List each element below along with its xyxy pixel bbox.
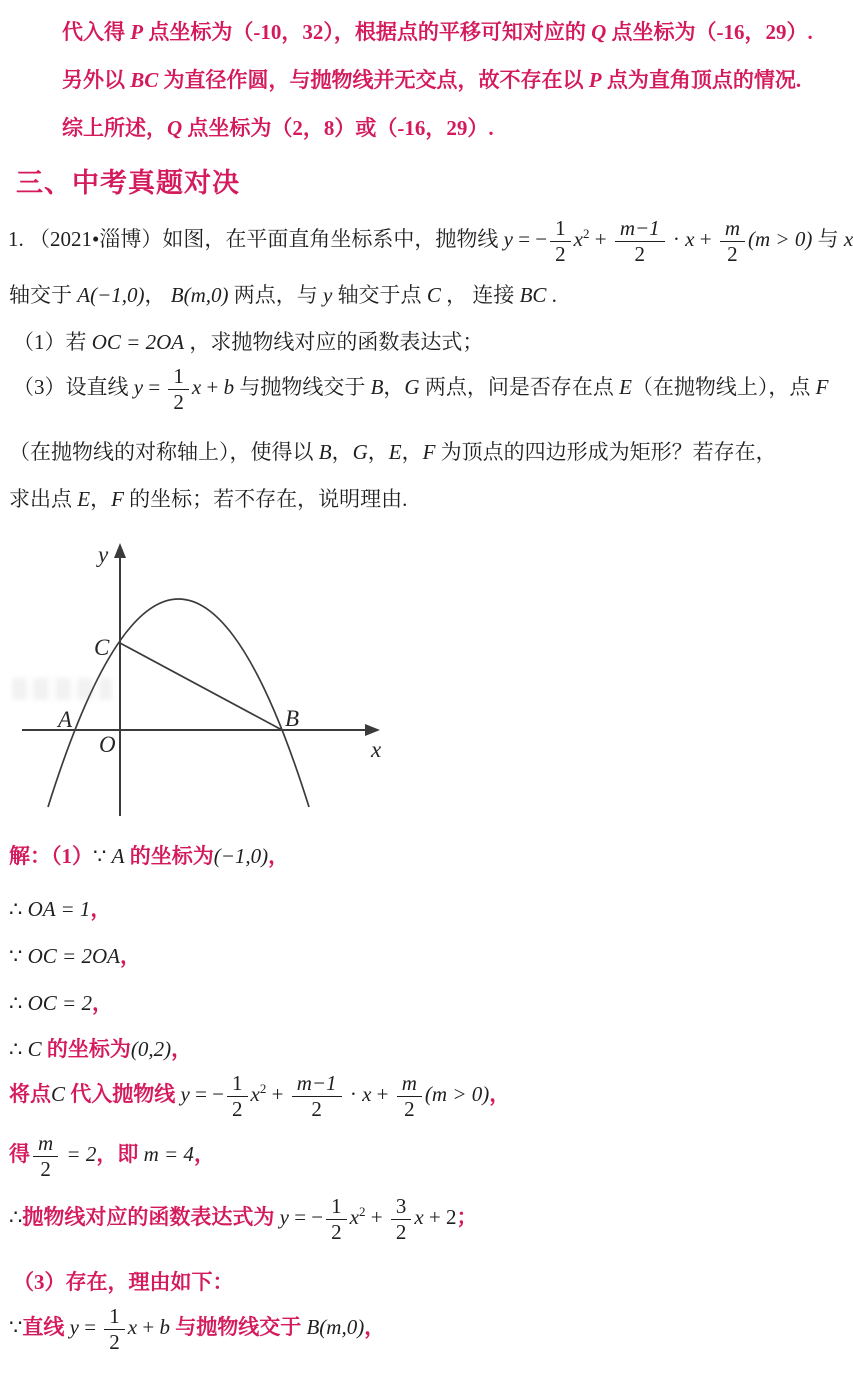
math-token: · (344, 1081, 363, 1106)
math-token: x (349, 1204, 359, 1229)
fraction-numerator: 1 (550, 217, 571, 242)
text-segment: ， (171, 1037, 193, 1061)
math-fraction (168, 365, 189, 413)
math-token: E (619, 374, 632, 399)
math-token: + (371, 1081, 394, 1106)
text-segment: 得 (9, 1141, 30, 1166)
text-segment: 与 (812, 226, 844, 251)
fraction-numerator: 1 (326, 1195, 347, 1220)
therefore-symbol: ∴ (9, 991, 28, 1015)
fraction-denominator: 2 (395, 1220, 407, 1245)
text-segment: 点坐标为（2，8）或（-16，29）. (182, 116, 494, 140)
text-segment: 轴交于 (9, 283, 78, 307)
math-token: + (589, 226, 612, 251)
math-token: F (422, 440, 436, 464)
because-symbol: ∵ (93, 844, 112, 868)
text-segment: ， 连接 (440, 283, 520, 307)
label-origin: O (99, 732, 116, 757)
math-token: y (180, 1081, 190, 1106)
solution-step-9 (13, 1268, 234, 1296)
segment-cb (120, 643, 282, 730)
faint-watermark (12, 678, 112, 700)
text-segment: ， (193, 1141, 215, 1166)
text-segment: ， (144, 283, 171, 307)
section-heading: 三、中考真题对决 (16, 168, 240, 198)
solution-step-4 (9, 989, 113, 1017)
text-segment: ，求抛物线对应的函数表达式； (184, 330, 484, 354)
text-segment: ； (456, 1204, 478, 1229)
math-exponent: 2 (582, 225, 590, 241)
therefore-symbol: ∴ (9, 1037, 28, 1061)
problem-part-1 (13, 328, 483, 356)
problem-line-1 (8, 217, 853, 265)
math-token: B (370, 374, 384, 399)
math-token: = 2 (61, 1141, 97, 1166)
math-token: x (414, 1204, 424, 1229)
math-point-p: P (588, 68, 602, 92)
text-segment: 为顶点的四边形成为矩形？若存在， (435, 440, 777, 464)
math-token: x (843, 226, 853, 251)
math-exponent: 2 (259, 1080, 267, 1096)
fraction-numerator: m (397, 1072, 422, 1097)
because-symbol: ∵ (9, 944, 28, 968)
math-token: = (143, 374, 166, 399)
text-segment: 解：（1） (9, 844, 93, 868)
math-token: (0,2) (130, 1037, 172, 1061)
math-token: A (111, 844, 125, 868)
text-segment: 1. （2021•淄博）如图，在平面直角坐标系中，抛物线 (8, 226, 504, 251)
math-token: F (111, 487, 124, 511)
math-token: OC = 2 (27, 991, 92, 1015)
label-x-axis: x (371, 737, 382, 762)
problem-part-3-line-3 (9, 485, 407, 513)
problem-part-3-line-2 (9, 438, 777, 466)
fraction-denominator: 2 (404, 1097, 415, 1122)
math-point-q: Q (591, 20, 607, 44)
math-token: B(m,0) (170, 283, 229, 307)
text-segment: 抛物线对应的函数表达式为 (22, 1204, 280, 1229)
text-segment: 将点 (9, 1081, 51, 1106)
therefore-symbol: ∴ (9, 1204, 23, 1229)
math-fraction (292, 1072, 342, 1120)
label-point-a: A (58, 707, 73, 732)
math-token: b (223, 374, 235, 399)
math-fraction (33, 1132, 58, 1180)
text-segment: 两点，问是否存在点 (419, 374, 620, 399)
math-exponent: 2 (358, 1203, 366, 1219)
intro-line-2 (62, 66, 801, 94)
fraction-denominator: 2 (727, 242, 738, 267)
problem-line-2 (9, 281, 557, 309)
text-segment: ， (90, 487, 112, 511)
math-token: · (667, 226, 686, 251)
text-segment: 点坐标为（-16，29）. (606, 20, 813, 44)
text-segment: 另外以 (62, 68, 131, 92)
text-segment: 代入抛物线 (65, 1081, 181, 1106)
text-segment: 轴交于点 (332, 283, 427, 307)
math-fraction (550, 217, 571, 265)
math-token: OA = 1 (27, 897, 91, 921)
math-fraction (326, 1195, 347, 1243)
solution-step-1 (9, 842, 289, 870)
fraction-numerator: 3 (391, 1195, 412, 1220)
math-token: A(−1,0) (77, 283, 145, 307)
text-segment: . (546, 283, 557, 307)
text-segment: （在抛物线的对称轴上），使得以 (9, 440, 319, 464)
text-segment: 点为直角顶点的情况. (601, 68, 802, 92)
text-segment: ， (401, 440, 423, 464)
because-symbol: ∵ (9, 1314, 23, 1339)
label-point-b: B (285, 706, 300, 731)
text-segment: （在抛物线上），点 (631, 374, 816, 399)
math-token: y (279, 1204, 289, 1229)
math-fraction (397, 1072, 422, 1120)
math-token: b (159, 1314, 170, 1339)
text-segment: ， (119, 944, 141, 968)
math-fraction (615, 217, 665, 265)
math-segment-bc: BC (130, 68, 159, 92)
text-segment: ， (367, 440, 389, 464)
solution-step-2 (9, 895, 111, 923)
math-token: + (266, 1081, 289, 1106)
solution-step-3 (9, 942, 141, 970)
text-segment: 求出点 (9, 487, 78, 511)
math-token: x (191, 374, 202, 399)
text-segment: 两点，与 (228, 283, 323, 307)
math-token: B (318, 440, 332, 464)
intro-line-3 (62, 114, 494, 142)
fraction-denominator: 2 (555, 242, 566, 267)
solution-step-6 (9, 1072, 510, 1120)
text-segment: ，即 (96, 1141, 144, 1166)
math-token: C (51, 1081, 66, 1106)
parabola-curve (48, 599, 309, 807)
fraction-numerator: 1 (168, 365, 189, 390)
math-fraction (104, 1305, 125, 1353)
math-token: (−1,0) (213, 844, 269, 868)
fraction-numerator: m (33, 1132, 58, 1157)
fraction-numerator: 1 (227, 1072, 248, 1097)
text-segment: 的坐标；若不存在，说明理由. (123, 487, 408, 511)
text-segment: 综上所述， (62, 116, 167, 140)
math-token: y (503, 226, 513, 251)
math-token: x (573, 226, 583, 251)
math-token: E (77, 487, 91, 511)
math-token: (m > 0) (748, 226, 813, 251)
problem-part-3-line-1 (13, 365, 829, 413)
math-token: OC = 2OA (27, 944, 120, 968)
fraction-denominator: 2 (173, 390, 184, 415)
math-token: x (250, 1081, 260, 1106)
math-token: F (815, 374, 829, 399)
label-point-c: C (94, 635, 110, 660)
math-token: + 2 (423, 1204, 457, 1229)
text-segment: 的坐标为 (41, 1037, 131, 1061)
text-segment: 与抛物线交于 (234, 374, 371, 399)
text-segment: （3）设直线 (13, 374, 134, 399)
text-segment: ， (331, 440, 353, 464)
math-token: OC = 2OA (91, 330, 185, 354)
text-segment: （3）存在，理由如下： (13, 1270, 234, 1294)
text-segment: 直线 (22, 1314, 70, 1339)
math-token: + (365, 1204, 388, 1229)
math-token: B(m,0) (306, 1314, 365, 1339)
text-segment: ， (268, 844, 290, 868)
math-fraction (391, 1195, 412, 1243)
math-token: m = 4 (143, 1141, 194, 1166)
fraction-numerator: m (720, 217, 745, 242)
math-token: + (137, 1314, 160, 1339)
solution-step-5 (9, 1035, 192, 1063)
math-token: x (362, 1081, 372, 1106)
text-segment: 与抛物线交于 (169, 1314, 307, 1339)
fraction-numerator: 1 (104, 1305, 125, 1330)
math-token: = (78, 1314, 102, 1339)
text-segment: ， (383, 374, 405, 399)
math-token: y (322, 283, 333, 307)
text-segment: 代入得 (62, 20, 131, 44)
text-segment: ， (364, 1314, 386, 1339)
math-token: + (201, 374, 224, 399)
therefore-symbol: ∴ (9, 897, 28, 921)
math-token: y (69, 1314, 79, 1339)
fraction-denominator: 2 (232, 1097, 243, 1122)
solution-step-10 (9, 1305, 385, 1353)
intro-line-1 (62, 18, 813, 46)
math-fraction (720, 217, 745, 265)
math-token: x (127, 1314, 138, 1339)
math-token: E (388, 440, 402, 464)
text-segment: ， (90, 897, 112, 921)
fraction-denominator: 2 (40, 1157, 51, 1182)
text-segment: 点坐标为（-10，32），根据点的平移可知对应的 (143, 20, 592, 44)
math-fraction (227, 1072, 248, 1120)
fraction-denominator: 2 (109, 1330, 120, 1355)
fraction-numerator: m−1 (615, 217, 665, 242)
math-token: = − (512, 226, 548, 251)
text-segment: （1）若 (13, 330, 92, 354)
math-token: x (685, 226, 695, 251)
math-token: = − (288, 1204, 324, 1229)
fraction-denominator: 2 (634, 242, 645, 267)
math-token: (m > 0) (424, 1081, 490, 1106)
solution-step-8 (9, 1195, 478, 1243)
text-segment: ， (91, 991, 113, 1015)
fraction-numerator: m−1 (292, 1072, 342, 1097)
math-point-p: P (130, 20, 144, 44)
fraction-denominator: 2 (331, 1220, 342, 1245)
math-token: = − (189, 1081, 225, 1106)
math-token: + (694, 226, 717, 251)
text-segment: ， (489, 1081, 511, 1106)
fraction-denominator: 2 (311, 1097, 322, 1122)
label-y-axis: y (98, 542, 109, 567)
x-axis-arrow-icon (365, 724, 380, 736)
math-token: G (352, 440, 368, 464)
solution-step-7 (9, 1132, 215, 1180)
math-token: y (133, 374, 144, 399)
math-token: G (404, 374, 420, 399)
math-point-q: Q (167, 116, 183, 140)
math-token: C (27, 1037, 42, 1061)
text-segment: 为直径作圆，与抛物线并无交点，故不存在以 (158, 68, 589, 92)
text-segment: 的坐标为 (124, 844, 214, 868)
y-axis-arrow-icon (114, 543, 126, 558)
math-token: C (426, 283, 441, 307)
math-token: BC (519, 283, 547, 307)
